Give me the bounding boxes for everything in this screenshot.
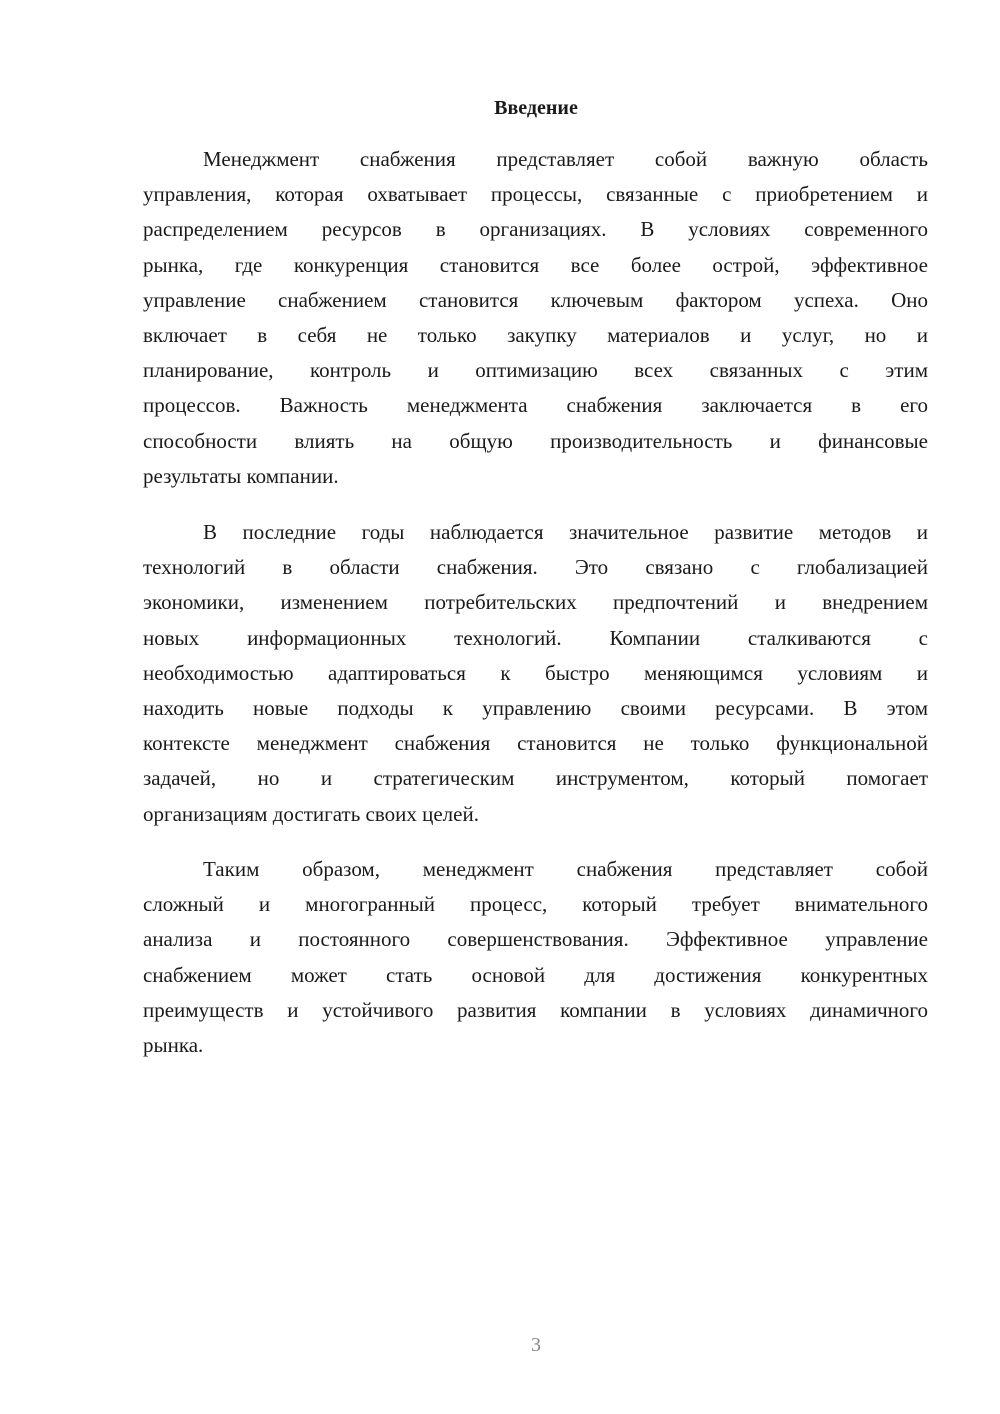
text-line: включает в себя не только закупку материалов и услуг, но и [143,322,928,347]
text-line: управление снабжением становится ключевым фактором успеха. Оно [143,287,928,312]
text-line: контексте менеджмент снабжения становится не только функциональной [143,731,928,756]
text-line: планирование, контроль и оптимизацию всех связанных с этим [143,358,928,383]
page-title: Введение [494,97,578,119]
paragraph-1 [143,142,928,494]
text-line: необходимостью адаптироваться к быстро меняющимся условиям и [143,660,928,685]
text-line: новых информационных технологий. Компании сталкиваются с [143,625,928,650]
text-line: рынка, где конкуренция становится все более острой, эффективное [143,252,928,277]
text-line: распределением ресурсов в организациях. В условиях современного [143,217,928,242]
text-line: сложный и многогранный процесс, который требует внимательного [143,892,928,917]
text-line: управления, которая охватывает процессы, связанные с приобретением и [143,182,928,207]
text-line: Менеджмент снабжения представляет собой важную область [203,147,928,171]
text-line: экономики, изменением потребительских предпочтений и внедрением [143,590,928,615]
text-line: результаты компании. [143,463,339,488]
text-line: задачей, но и стратегическим инструментом, который помогает [143,766,928,791]
text-line: процессов. Важность менеджмента снабжения заключается в его [143,393,928,418]
page-number: 3 [531,1334,541,1356]
paragraph-3 [143,852,928,1063]
text-line: организациям достигать своих целей. [143,801,479,826]
text-line: анализа и постоянного совершенствования. Эффективное управление [143,927,928,952]
text-line: преимуществ и устойчивого развития компании в условиях динамичного [143,997,928,1022]
text-line: Таким образом, менеджмент снабжения представляет собой [203,857,928,881]
paragraph-2 [143,515,928,832]
text-line: технологий в области снабжения. Это связано с глобализацией [143,555,928,580]
text-line: находить новые подходы к управлению своими ресурсами. В этом [143,695,928,720]
text-line: снабжением может стать основой для достижения конкурентных [143,962,928,987]
text-line: рынка. [143,1032,204,1057]
text-line: В последние годы наблюдается значительное развитие методов и [203,520,928,544]
text-line: способности влиять на общую производительность и финансовые [143,428,928,453]
